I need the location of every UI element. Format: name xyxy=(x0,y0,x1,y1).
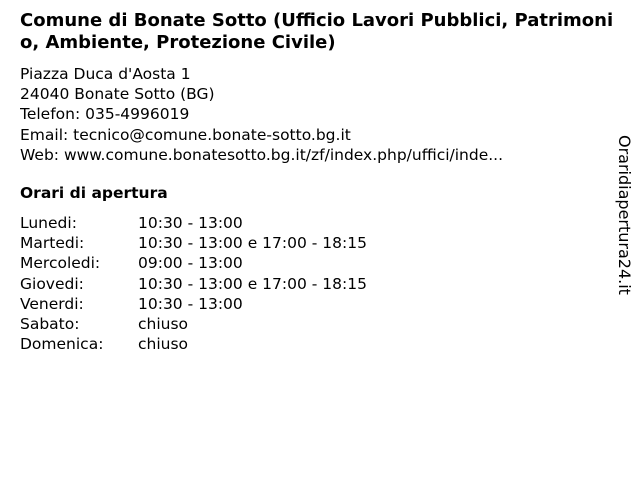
hours-row-friday xyxy=(20,294,367,314)
time-value: 10:30 - 13:00 e 17:00 - 18:15 xyxy=(138,274,367,293)
time-value: 09:00 - 13:00 xyxy=(138,254,243,273)
time-value: 10:30 - 13:00 xyxy=(138,214,243,232)
phone-number: Telefon: 035-4996019 xyxy=(20,105,190,124)
day-label: Venerdi: xyxy=(20,294,84,313)
site-watermark xyxy=(610,135,638,310)
hours-row-tuesday xyxy=(20,233,367,253)
day-label: Martedi: xyxy=(20,234,85,253)
day-label: Sabato: xyxy=(20,315,80,334)
street-address: Piazza Duca d'Aosta 1 xyxy=(20,65,191,83)
day-label: Giovedi: xyxy=(20,274,84,293)
email-address: Email: tecnico@comune.bonate-sotto.bg.it xyxy=(20,125,351,144)
time-value: chiuso xyxy=(138,335,189,354)
time-value: 10:30 - 13:00 xyxy=(138,294,243,313)
hours-row-thursday xyxy=(20,274,367,294)
address-block xyxy=(20,64,600,165)
opening-hours-heading: Orari di apertura xyxy=(20,184,168,202)
day-label: Mercoledi: xyxy=(20,254,101,273)
hours-row-monday xyxy=(20,213,367,233)
hours-row-saturday xyxy=(20,314,367,334)
opening-hours-table xyxy=(20,213,367,354)
hours-row-wednesday xyxy=(20,253,367,273)
time-value: chiuso xyxy=(138,315,189,334)
day-label: Lunedi: xyxy=(20,214,77,232)
website-link[interactable]: Web: www.comune.bonatesotto.bg.it/zf/index.php/uffici/inde... xyxy=(20,145,504,164)
hours-row-sunday xyxy=(20,334,367,354)
time-value: 10:30 - 13:00 e 17:00 - 18:15 xyxy=(138,234,367,253)
day-label: Domenica: xyxy=(20,335,104,354)
office-title: Comune di Bonate Sotto (Ufficio Lavori Pubblici, Patrimonio, Ambiente, Protezione Civile) xyxy=(20,10,614,53)
watermark-text: Oraridiapertura24.it xyxy=(615,135,634,295)
city-address: 24040 Bonate Sotto (BG) xyxy=(20,85,215,104)
